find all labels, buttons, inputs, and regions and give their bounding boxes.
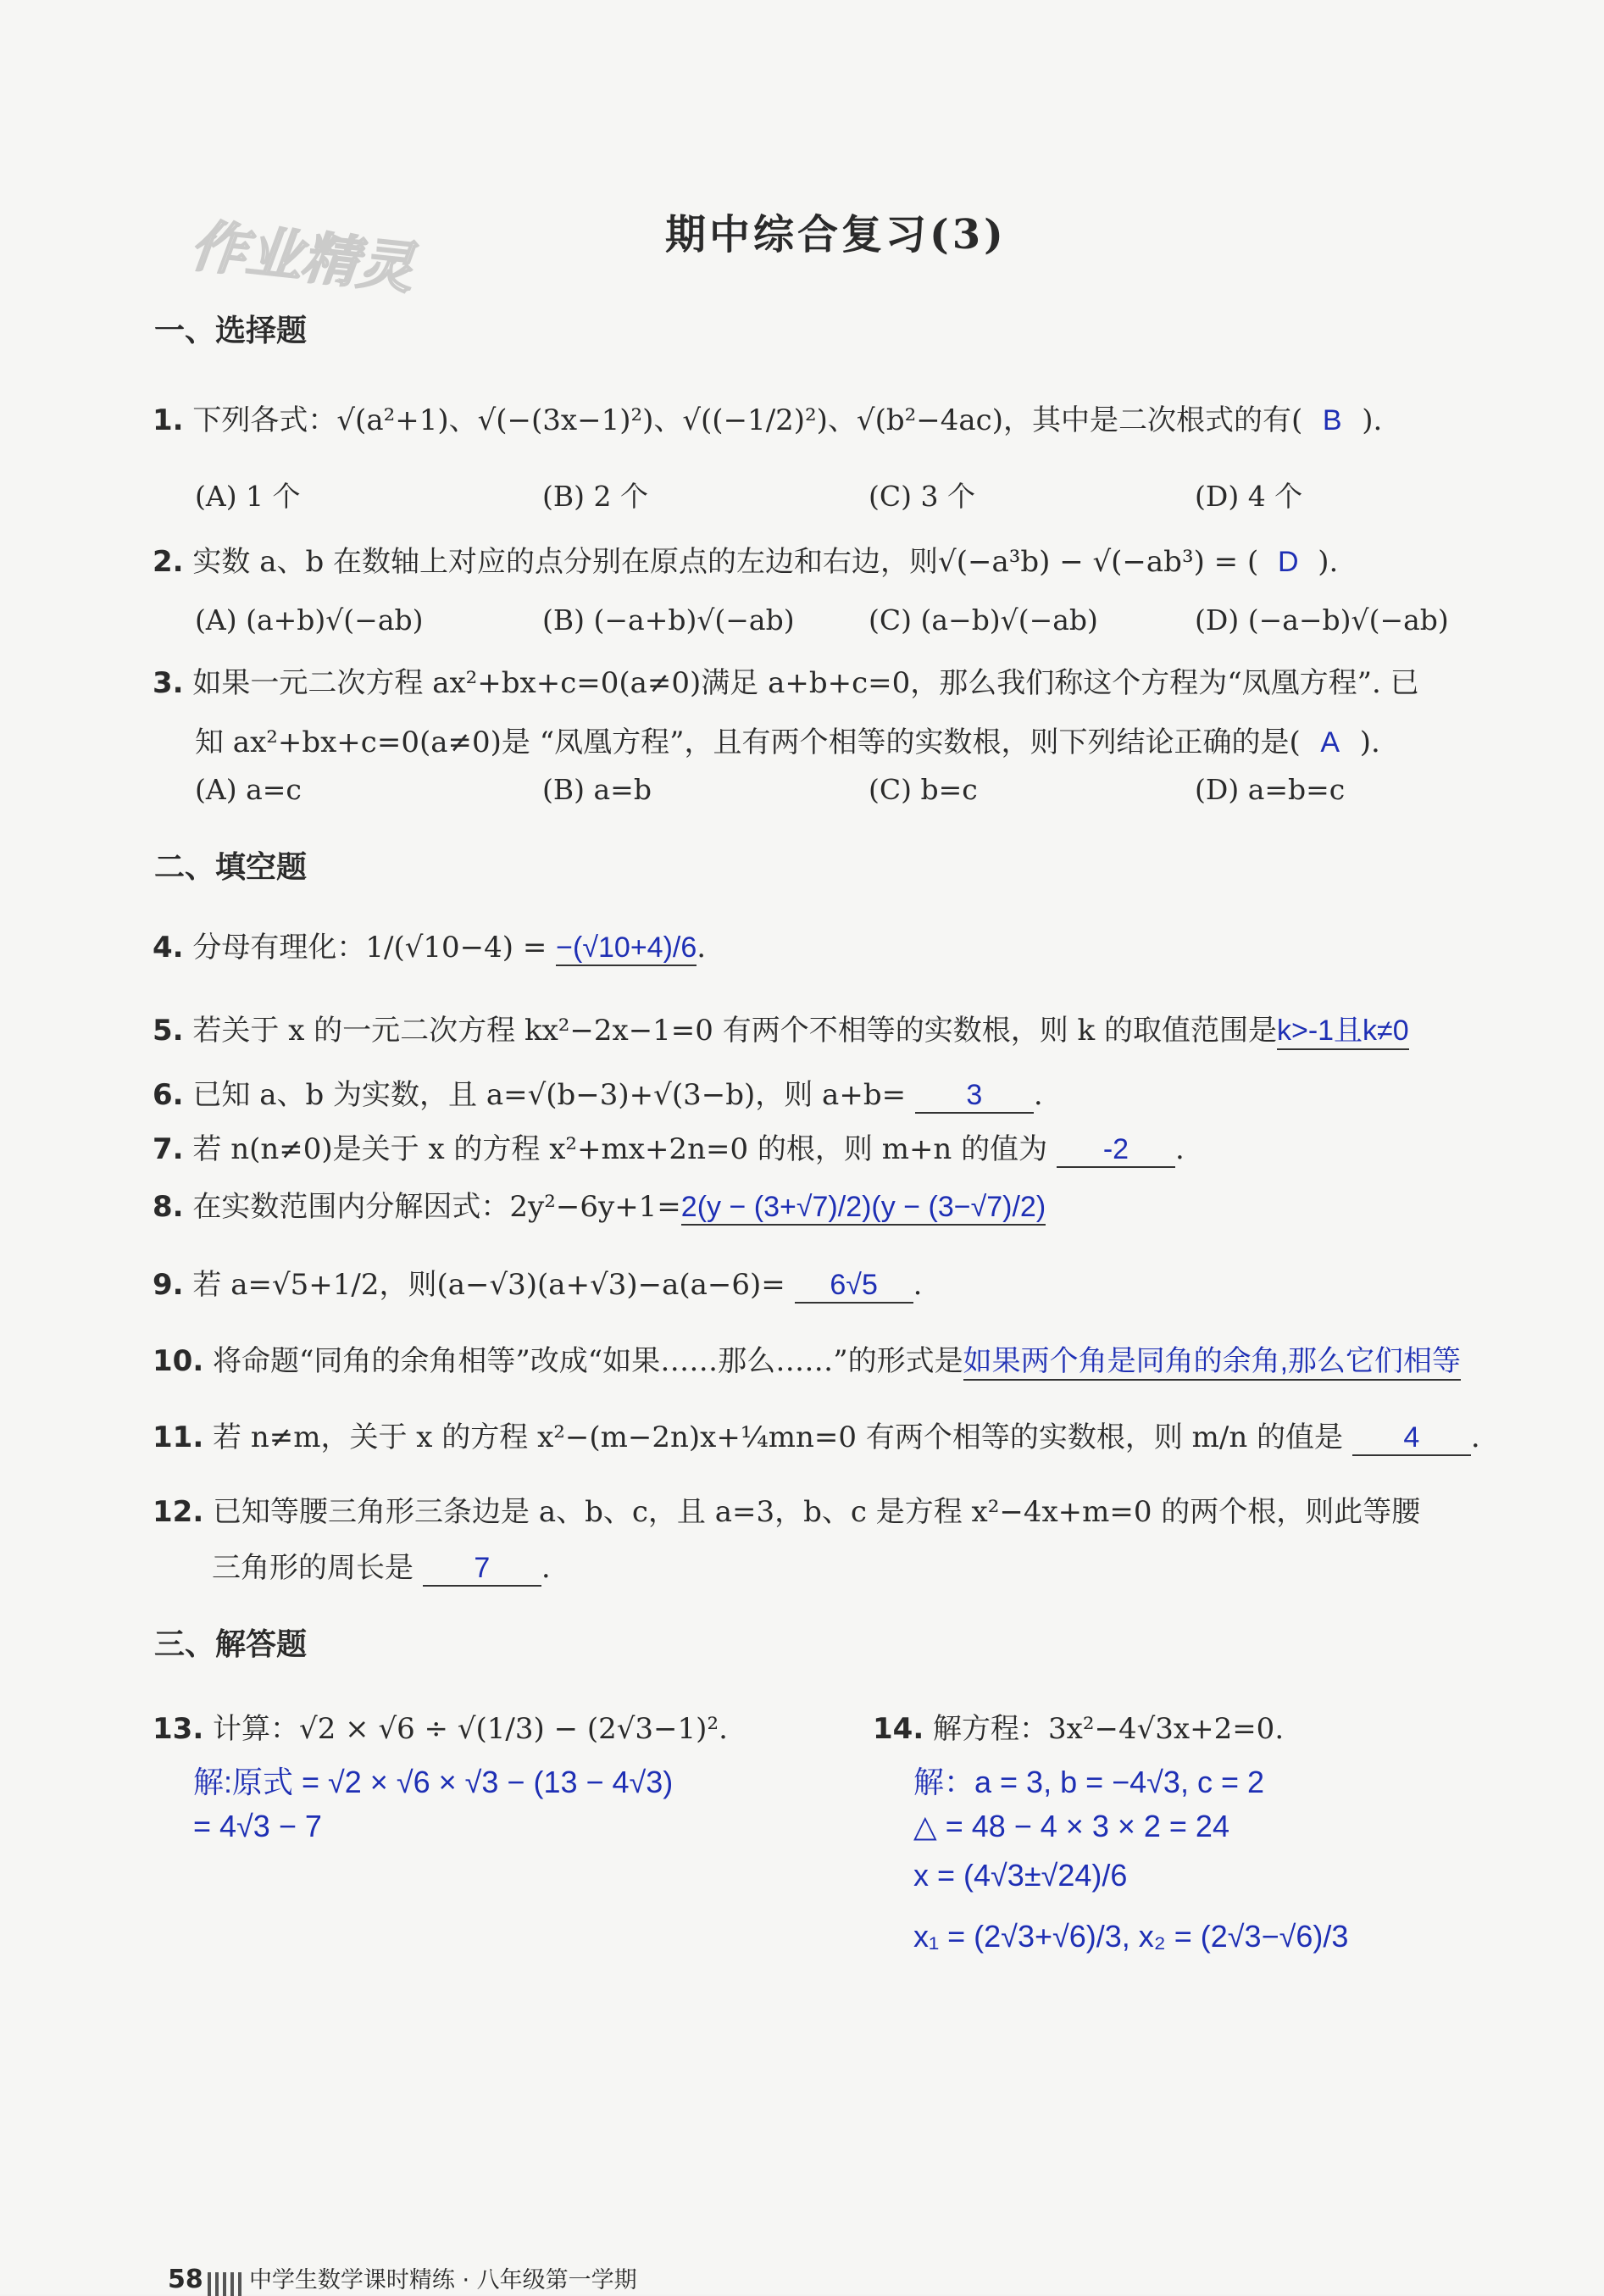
question-4: 4. 分母有理化：1/(√10−4) = −(√10+4)/6. [153, 931, 707, 965]
handwritten-answer: -2 [1057, 1133, 1175, 1168]
question-text: 若关于 x 的一元二次方程 kx²−2x−1=0 有两个不相等的实数根，则 k 的取值范围是 [192, 1014, 1277, 1048]
question-1 [153, 397, 1382, 438]
page-number: 58 [168, 2265, 203, 2294]
handwritten-answer: 7 [423, 1552, 541, 1587]
question-13 [153, 1705, 728, 1747]
q14-work-line-2: △ = 48 − 4 × 3 × 2 = 24 [913, 1809, 1229, 1843]
question-12-line-1 [153, 1488, 1420, 1530]
question-9: 9. 若 a=√5+1/2，则(a−√3)(a+√3)−a(a−6)= 6√5 . [153, 1268, 923, 1302]
question-number: 5. [153, 1014, 184, 1048]
section-fill-heading: 二、填空题 [154, 849, 308, 885]
q2-option-d: (D) (−a−b)√(−ab) [1195, 603, 1449, 637]
handwritten-answer: D [1277, 546, 1299, 578]
question-text: 如果一元二次方程 ax²+bx+c=0(a≠0)满足 a+b+c=0，那么我们称这个方程为“凤凰方程”. 已 [192, 666, 1419, 700]
section-choice-heading: 一、选择题 [154, 313, 308, 348]
q2-option-b: (B) (−a+b)√(−ab) [542, 603, 795, 637]
q14-work-line-4: x₁ = (2√3+√6)/3, x₂ = (2√3−√6)/3 [913, 1919, 1349, 1954]
question-number: 12. [153, 1495, 204, 1529]
question-number: 7. [153, 1132, 184, 1166]
watermark: 作业精灵 [187, 213, 417, 302]
q13-work-line-1: 解:原式 = √2 × √6 × √3 − (13 − 4√3) [193, 1765, 674, 1799]
q1-option-a: (A) 1 个 [195, 480, 301, 513]
question-number: 8. [153, 1190, 184, 1224]
q1-option-c: (C) 3 个 [869, 480, 975, 513]
q13-work-line-2: = 4√3 − 7 [193, 1809, 322, 1843]
q3-option-b: (B) a=b [542, 773, 652, 806]
question-text: 知 ax²+bx+c=0(a≠0)是 “凤凰方程”，且有两个相等的实数根，则下列结论正确的是( [195, 725, 1301, 759]
question-number: 6. [153, 1078, 184, 1112]
handwritten-answer: k>-1且k≠0 [1277, 1007, 1409, 1050]
handwritten-answer: A [1320, 726, 1340, 759]
question-text: 将命题“同角的余角相等”改成“如果……那么……”的形式是 [213, 1344, 963, 1378]
question-text: 已知等腰三角形三条边是 a、b、c，且 a=3，b、c 是方程 x²−4x+m=0 的两个根，则此等腰 [213, 1495, 1421, 1529]
question-number: 4. [153, 931, 184, 965]
question-12-line-2: 三角形的周长是 7 . [212, 1551, 551, 1585]
question-number: 2. [153, 545, 184, 579]
question-number: 10. [153, 1344, 204, 1378]
q14-work-line-3: x = (4√3±√24)/6 [913, 1858, 1128, 1893]
question-text: 计算：√2 × √6 ÷ √(1/3) − (2√3−1)². [213, 1712, 728, 1746]
handwritten-answer: 6√5 [795, 1269, 913, 1304]
section-solve-heading: 三、解答题 [154, 1626, 308, 1662]
handwritten-answer: 3 [915, 1079, 1034, 1114]
q2-option-c: (C) (a−b)√(−ab) [869, 603, 1098, 637]
handwritten-answer: −(√10+4)/6 [556, 931, 697, 966]
question-text: 若 n≠m，关于 x 的方程 x²−(m−2n)x+¼mn=0 有两个相等的实数根，则 m/n 的值是 [213, 1420, 1344, 1454]
handwritten-answer: 如果两个角是同角的余角,那么它们相等 [963, 1337, 1461, 1381]
page-footer [168, 2261, 637, 2296]
question-number: 13. [153, 1712, 204, 1746]
q3-option-d: (D) a=b=c [1195, 773, 1346, 806]
footer-bars-decoration [208, 2272, 245, 2296]
question-text: 三角形的周长是 [212, 1551, 413, 1585]
question-tail: ). [1359, 725, 1380, 759]
question-tail: ). [1318, 545, 1339, 579]
question-text: 解方程：3x²−4√3x+2=0. [933, 1712, 1285, 1746]
question-3-line-2 [195, 719, 1380, 760]
question-number: 3. [153, 666, 184, 700]
question-7: 7. 若 n(n≠0)是关于 x 的方程 x²+mx+2n=0 的根，则 m+n 的值为 -2 . [153, 1132, 1185, 1166]
question-text: 若 a=√5+1/2，则(a−√3)(a+√3)−a(a−6)= [192, 1268, 785, 1302]
question-text: 实数 a、b 在数轴上对应的点分别在原点的左边和右边，则√(−a³b) − √(−ab³) = ( [192, 545, 1259, 579]
question-text: 在实数范围内分解因式：2y²−6y+1= [192, 1190, 681, 1224]
handwritten-answer: 2(y − (3+√7)/2)(y − (3−√7)/2) [681, 1191, 1046, 1226]
question-text: 下列各式：√(a²+1)、√(−(3x−1)²)、√((−1/2)²)、√(b²−4ac)，其中是二次根式的有( [192, 403, 1303, 437]
question-8 [153, 1183, 1046, 1226]
question-5 [153, 1007, 1409, 1050]
q2-option-a: (A) (a+b)√(−ab) [195, 603, 424, 637]
question-text: 若 n(n≠0)是关于 x 的方程 x²+mx+2n=0 的根，则 m+n 的值为 [192, 1132, 1048, 1166]
q1-option-b: (B) 2 个 [542, 480, 648, 513]
question-3-line-1 [153, 659, 1419, 701]
q3-option-a: (A) a=c [195, 773, 302, 806]
question-text: 已知 a、b 为实数，且 a=√(b−3)+√(3−b)，则 a+b= [192, 1078, 907, 1112]
question-number: 1. [153, 403, 184, 437]
question-6: 6. 已知 a、b 为实数，且 a=√(b−3)+√(3−b)，则 a+b= 3 . [153, 1078, 1043, 1112]
handwritten-answer: 4 [1352, 1421, 1471, 1456]
handwritten-answer: B [1322, 404, 1342, 436]
q1-option-d: (D) 4 个 [1195, 480, 1303, 513]
question-11: 11. 若 n≠m，关于 x 的方程 x²−(m−2n)x+¼mn=0 有两个相等的实数根，则 m/n 的值是 4 . [153, 1420, 1480, 1454]
question-number: 14. [873, 1712, 924, 1746]
book-title: 中学生数学课时精练 · 八年级第一学期 [248, 2267, 637, 2293]
question-14 [873, 1705, 1284, 1747]
question-10 [153, 1337, 1593, 1381]
q14-work-line-1: 解：a = 3, b = −4√3, c = 2 [913, 1765, 1265, 1799]
question-number: 9. [153, 1268, 184, 1302]
question-text: 分母有理化：1/(√10−4) = [192, 931, 547, 965]
q3-option-c: (C) b=c [869, 773, 978, 806]
question-tail: ). [1362, 403, 1383, 437]
page-title: 期中综合复习(3) [665, 211, 1007, 259]
question-number: 11. [153, 1420, 204, 1454]
question-2 [153, 538, 1338, 580]
